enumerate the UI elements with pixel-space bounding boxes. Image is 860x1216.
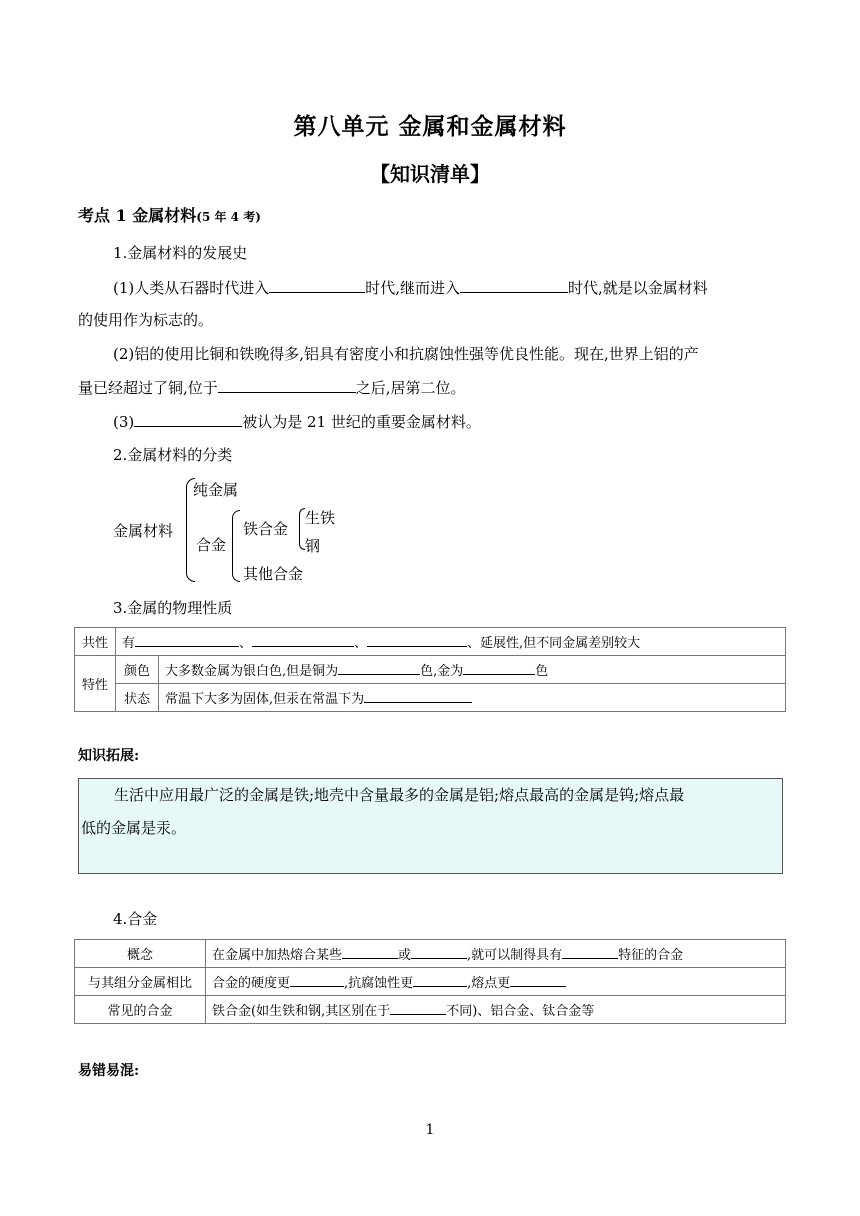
table-row	[75, 996, 786, 1024]
r1-c: ,就可以制得具有	[467, 948, 563, 963]
page-title: 第八单元 金属和金属材料	[293, 113, 567, 140]
compare-cell	[206, 968, 786, 996]
common-label: 共性	[75, 628, 116, 656]
s1-line2: (2)铝的使用比铜和铁晚得多,铝具有密度小和抗腐蚀性强等优良性能。现在,世界上铝的产	[113, 345, 699, 363]
class-iron-alloy: 铁合金	[243, 520, 289, 538]
class-steel: 钢	[305, 537, 321, 555]
table-row	[75, 684, 786, 712]
s1-heading: 1.金属材料的发展史	[113, 244, 248, 262]
color-label: 颜色	[116, 656, 159, 684]
color-a: 大多数金属为银白色,但是铜为	[165, 664, 339, 679]
s1-line1	[113, 276, 708, 298]
common-alloy-label: 常见的合金	[75, 996, 206, 1024]
r2-a: 合金的硬度更	[212, 976, 291, 991]
r2-c: ,熔点更	[467, 976, 511, 991]
state-a: 常温下大多为固体,但汞在常温下为	[165, 692, 365, 707]
common-sep: 、	[354, 636, 368, 651]
state-cell	[159, 684, 786, 712]
s1-l3b: 被认为是 21 世纪的重要金属材料。	[242, 413, 481, 431]
blank[interactable]	[364, 689, 472, 703]
s1-l1a: (1)人类从石器时代进入	[113, 279, 270, 297]
section-title: 【知识清单】	[370, 162, 490, 186]
mistake-label: 易错易混:	[78, 1063, 140, 1079]
color-c: 色	[535, 664, 549, 679]
point-heading-text: 考点 1 金属材料	[78, 206, 197, 225]
s1-line3	[113, 410, 481, 432]
s1-l1b: 时代,继而进入	[365, 279, 461, 297]
blank[interactable]	[460, 276, 568, 293]
concept-label: 概念	[75, 940, 206, 968]
s2-heading: 2.金属材料的分类	[113, 446, 233, 464]
common-cell	[116, 628, 786, 656]
blank[interactable]	[562, 945, 618, 959]
s4-heading: 4.合金	[113, 910, 158, 928]
s3-heading: 3.金属的物理性质	[113, 599, 233, 617]
blank[interactable]	[342, 945, 398, 959]
blank[interactable]	[290, 973, 344, 987]
blank[interactable]	[390, 1001, 446, 1015]
r2-b: ,抗腐蚀性更	[344, 976, 414, 991]
r1-d: 特征的合金	[618, 948, 684, 963]
alloy-table	[74, 939, 786, 1024]
table-row	[75, 968, 786, 996]
extension-box	[78, 778, 783, 874]
table-row	[75, 940, 786, 968]
concept-cell	[206, 940, 786, 968]
class-root: 金属材料	[113, 522, 174, 540]
blank[interactable]	[463, 661, 535, 675]
r1-b: 或	[398, 948, 412, 963]
color-b: 色,金为	[420, 664, 464, 679]
physical-properties-table	[74, 627, 786, 712]
compare-label: 与其组分金属相比	[75, 968, 206, 996]
blank[interactable]	[413, 973, 467, 987]
r3-a: 铁合金(如生铁和钢,其区别在于	[212, 1004, 391, 1019]
extension-line2: 低的金属是汞。	[81, 819, 187, 837]
s1-l2c: 之后,居第二位。	[355, 379, 466, 397]
s1-l2b: 量已经超过了铜,位于	[78, 379, 218, 397]
extension-label: 知识拓展:	[78, 748, 140, 764]
extension-line1: 生活中应用最广泛的金属是铁;地壳中含量最多的金属是铝;熔点最高的金属是钨;熔点最	[114, 786, 685, 804]
blank[interactable]	[411, 945, 467, 959]
class-alloy: 合金	[196, 536, 227, 554]
blank[interactable]	[510, 973, 566, 987]
brace-alloy	[232, 510, 240, 582]
special-label: 特性	[75, 656, 116, 712]
class-other-alloy: 其他合金	[243, 565, 304, 583]
blank[interactable]	[338, 661, 420, 675]
r1-a: 在金属中加热熔合某些	[212, 948, 343, 963]
table-row	[75, 628, 786, 656]
common-a: 有	[122, 636, 136, 651]
blank[interactable]	[218, 376, 356, 393]
s1-l1c: 时代,就是以金属材料	[568, 279, 708, 297]
common-alloy-cell	[206, 996, 786, 1024]
common-b: 、延展性,但不同金属差别较大	[467, 636, 641, 651]
s1-line2-cont	[78, 376, 466, 398]
blank[interactable]	[252, 633, 354, 647]
point-heading	[78, 203, 261, 226]
r3-b: 不同)、铝合金、钛合金等	[446, 1004, 595, 1019]
s1-line1-cont: 的使用作为标志的。	[78, 311, 214, 329]
page-number: 1	[425, 1122, 435, 1138]
blank[interactable]	[135, 633, 239, 647]
state-label: 状态	[116, 684, 159, 712]
blank[interactable]	[269, 276, 365, 293]
class-pure: 纯金属	[193, 481, 239, 499]
common-sep: 、	[239, 636, 253, 651]
color-cell	[159, 656, 786, 684]
blank[interactable]	[367, 633, 467, 647]
s1-l3a: (3)	[113, 413, 135, 431]
class-pig-iron: 生铁	[305, 509, 336, 527]
point-heading-note: (5 年 4 考)	[196, 210, 261, 224]
table-row	[75, 656, 786, 684]
blank[interactable]	[134, 410, 242, 427]
